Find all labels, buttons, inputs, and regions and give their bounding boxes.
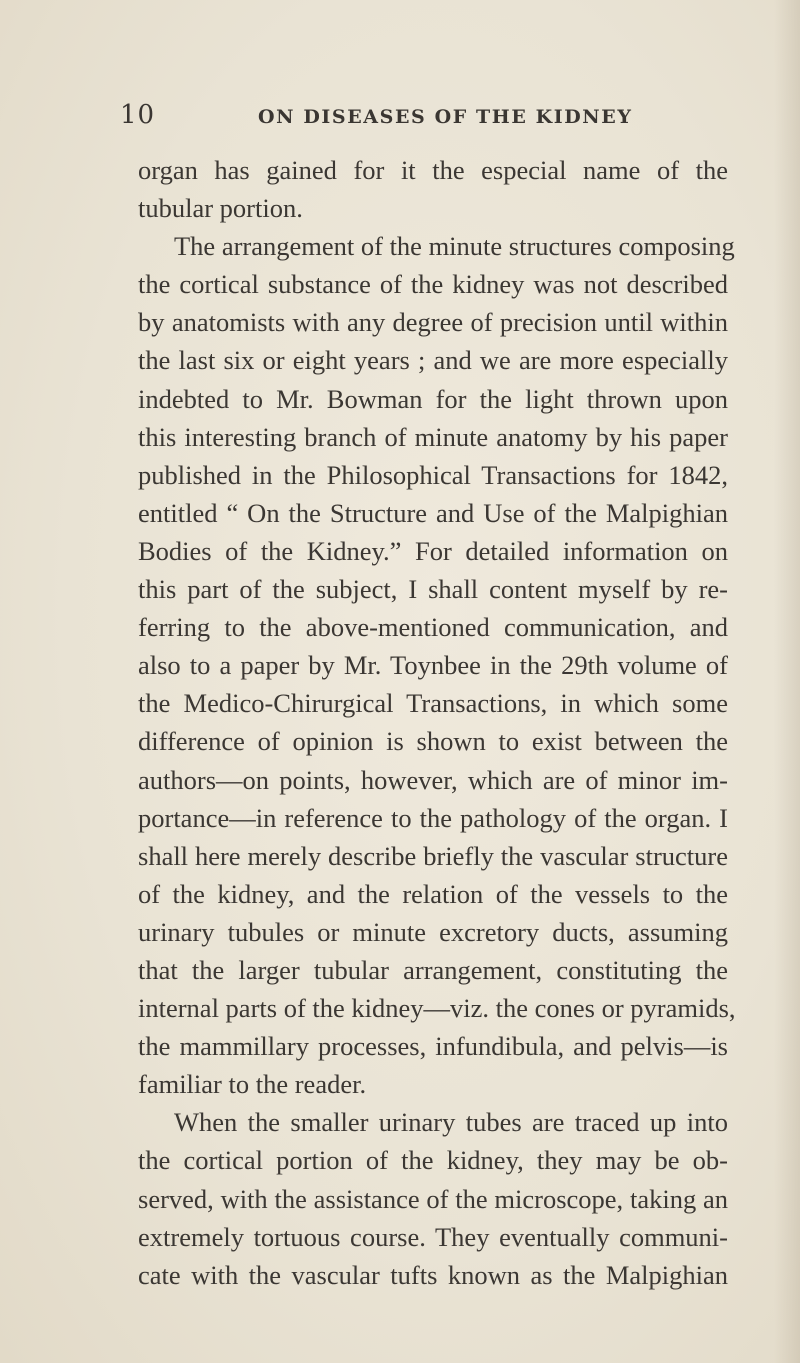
text-line: familiar to the reader. xyxy=(138,1069,367,1100)
text-line: organ has gained for it the especial name of the xyxy=(138,155,728,185)
text-line: indebted to Mr. Bowman for the light thrown upon xyxy=(138,383,728,414)
text-line: authors—on points, however, which are of minor im- xyxy=(138,764,728,795)
text-line: shall here merely describe briefly the vascular structure xyxy=(138,840,728,871)
text-line: served, with the assistance of the microscope, taking an xyxy=(138,1183,728,1214)
text-line: internal parts of the kidney—viz. the cones or pyramids, xyxy=(138,993,736,1024)
text-line: extremely tortuous course. They eventually communi- xyxy=(138,1221,728,1252)
text-line: Bodies of the Kidney.” For detailed information on xyxy=(138,535,728,566)
text-line: cate with the vascular tufts known as the Malpighian xyxy=(138,1259,728,1290)
page-edge-shadow xyxy=(774,0,800,1363)
text-line: this part of the subject, I shall content myself by re- xyxy=(138,574,728,605)
text-line: the cortical portion of the kidney, they may be ob- xyxy=(138,1145,728,1176)
text-line: the cortical substance of the kidney was not described xyxy=(138,269,728,300)
text-line: entitled “ On the Structure and Use of the Malpighian xyxy=(138,497,728,528)
text-line: by anatomists with any degree of precision until within xyxy=(138,307,728,338)
text-line: The arrangement of the minute structures composing xyxy=(174,231,735,262)
text-line: When the smaller urinary tubes are traced up into xyxy=(174,1107,728,1138)
page-number: 10 xyxy=(120,100,156,130)
text-line: tubular portion. xyxy=(138,193,303,224)
body-text xyxy=(138,151,736,1294)
text-line: also to a paper by Mr. Toynbee in the 29th volume of xyxy=(138,650,728,681)
text-line: the last six or eight years ; and we are more especially xyxy=(138,345,728,376)
text-line: the mammillary processes, infundibula, and pelvis—is xyxy=(138,1031,728,1062)
text-line: difference of opinion is shown to exist between the xyxy=(138,726,728,757)
page-header xyxy=(120,100,760,140)
text-line: portance—in reference to the pathology of the organ. I xyxy=(138,802,728,833)
running-head: ON DISEASES OF THE KIDNEY xyxy=(258,106,633,128)
text-line: the Medico-Chirurgical Transactions, in which some xyxy=(138,688,728,719)
text-line: that the larger tubular arrangement, constituting the xyxy=(138,954,728,985)
text-line: ferring to the above-mentioned communication, and xyxy=(138,612,728,643)
text-line: this interesting branch of minute anatomy by his paper xyxy=(138,421,728,452)
text-line: urinary tubules or minute excretory ducts, assuming xyxy=(138,916,728,947)
text-line: published in the Philosophical Transactions for 1842, xyxy=(138,459,728,490)
text-line: of the kidney, and the relation of the vessels to the xyxy=(138,878,728,909)
